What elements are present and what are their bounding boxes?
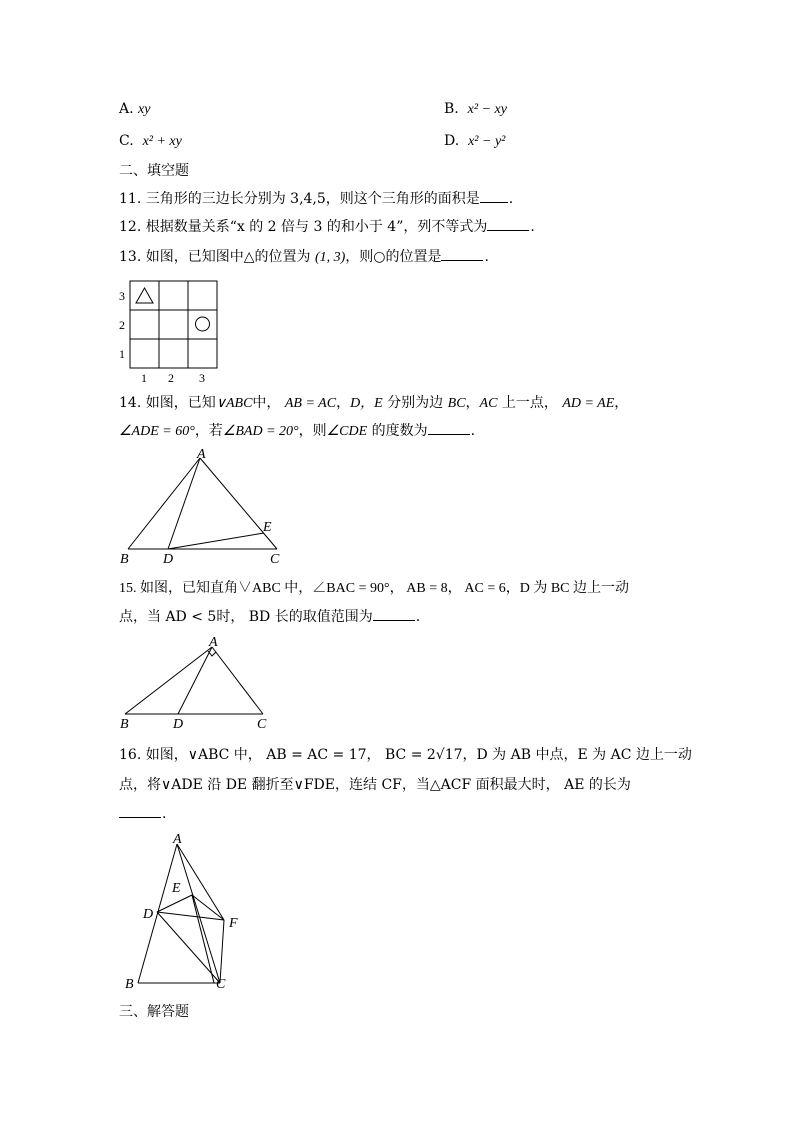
answer-blank-11[interactable] bbox=[480, 190, 508, 203]
row-label-2: 2 bbox=[119, 318, 125, 332]
question-16-line-3: . bbox=[119, 805, 166, 823]
col-label-1: 1 bbox=[141, 371, 147, 385]
answer-blank-15[interactable] bbox=[373, 608, 415, 621]
option-c: C. x² + xy bbox=[119, 133, 182, 149]
point-label-d: D bbox=[173, 717, 184, 732]
option-d: D. x² − y² bbox=[444, 133, 506, 149]
q13-grid-figure bbox=[115, 278, 225, 384]
section-heading-solutions: 三、解答题 bbox=[119, 1004, 189, 1020]
answer-blank-16[interactable] bbox=[119, 805, 161, 818]
question-15-line-1: 15. 如图，已知直角∨ABC 中，∠BAC = 90°， AB = 8， AC = 6，D 为 BC 边上一动 bbox=[119, 581, 629, 596]
point-label-e: E bbox=[172, 881, 181, 896]
question-15-line-2: 点，当 AD < 5时， BD 长的取值范围为 . bbox=[119, 609, 421, 625]
triangle-marker-icon bbox=[136, 288, 153, 303]
question-12: 12. 根据数量关系“x 的 2 倍与 3 的和小于 4”，列不等式为 . bbox=[119, 219, 535, 235]
option-b: B. x² − xy bbox=[444, 101, 507, 117]
question-11: 11. 三角形的三边长分别为 3,4,5，则这个三角形的面积是 . bbox=[119, 191, 514, 207]
point-label-c: C bbox=[216, 977, 226, 992]
point-label-a: A bbox=[209, 635, 218, 650]
point-label-b: B bbox=[120, 552, 129, 567]
point-label-d: D bbox=[143, 907, 154, 922]
col-label-2: 2 bbox=[168, 371, 174, 385]
point-label-a: A bbox=[173, 832, 182, 847]
point-label-a: A bbox=[197, 447, 206, 462]
row-label-3: 3 bbox=[119, 289, 125, 303]
q14-triangle-figure bbox=[115, 444, 295, 570]
point-label-c: C bbox=[257, 717, 267, 732]
row-label-1: 1 bbox=[119, 347, 125, 361]
q16-fold-figure bbox=[115, 830, 255, 995]
option-a: A. xy bbox=[119, 101, 151, 117]
answer-blank-12[interactable] bbox=[487, 218, 529, 231]
question-16-line-1: 16. 如图，∨ABC 中， AB = AC = 17， BC = 2√17，D 为 AB 中点，E 为 AC 边上一动 bbox=[119, 747, 692, 763]
question-13: 13. 如图，已知图中△的位置为 (1, 3)，则○的位置是 . bbox=[119, 249, 489, 265]
answer-blank-13[interactable] bbox=[441, 248, 483, 261]
q15-right-triangle-figure bbox=[115, 630, 285, 734]
section-heading-fill-in: 二、填空题 bbox=[119, 163, 189, 179]
point-label-b: B bbox=[125, 977, 134, 992]
question-14-line-2: ∠ADE = 60°，若∠BAD = 20°，则∠CDE 的度数为 . bbox=[119, 423, 476, 439]
point-label-c: C bbox=[270, 552, 280, 567]
point-label-d: D bbox=[163, 552, 174, 567]
point-label-f: F bbox=[229, 916, 238, 931]
question-16-line-2: 点，将∨ADE 沿 DE 翻折至∨FDE，连结 CF，当△ACF 面积最大时， AE 的长为 bbox=[119, 777, 631, 793]
point-label-b: B bbox=[120, 717, 129, 732]
col-label-3: 3 bbox=[199, 371, 205, 385]
circle-marker-icon bbox=[196, 317, 210, 331]
question-14-line-1: 14. 如图，已知∨ABC中， AB = AC，D，E 分别为边 BC，AC 上一点， AD = AE， bbox=[119, 395, 629, 411]
answer-blank-14[interactable] bbox=[428, 422, 470, 435]
point-label-e: E bbox=[263, 520, 272, 535]
